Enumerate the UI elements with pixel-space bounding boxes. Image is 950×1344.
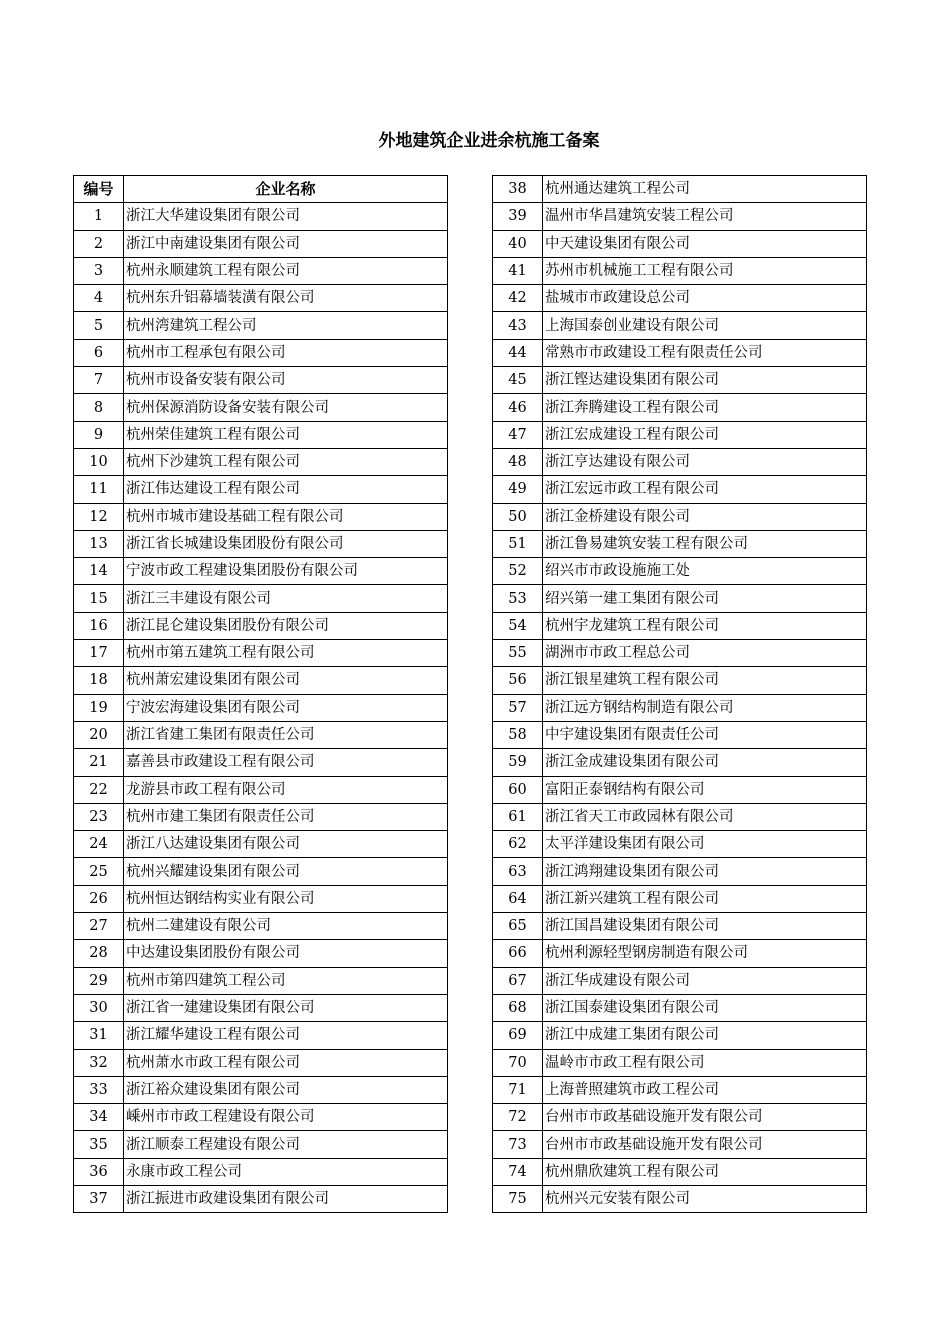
row-number: 33 [74, 1076, 124, 1103]
row-number: 30 [74, 994, 124, 1021]
row-number: 63 [493, 858, 543, 885]
company-name: 苏州市机械施工工程有限公司 [543, 257, 867, 284]
table-row [493, 831, 867, 858]
company-name: 浙江国泰建设集团有限公司 [543, 994, 867, 1021]
company-name: 浙江耀华建设工程有限公司 [124, 1022, 448, 1049]
company-name: 嘉善县市政建设工程有限公司 [124, 749, 448, 776]
row-number: 29 [74, 967, 124, 994]
table-row [493, 285, 867, 312]
company-name: 浙江亨达建设有限公司 [543, 448, 867, 475]
table-row [493, 203, 867, 230]
company-name: 永康市政工程公司 [124, 1158, 448, 1185]
row-number: 26 [74, 885, 124, 912]
header-number: 编号 [74, 176, 124, 203]
table-row [493, 967, 867, 994]
row-number: 44 [493, 339, 543, 366]
table-row [493, 448, 867, 475]
company-name: 杭州东升铝幕墙装潢有限公司 [124, 285, 448, 312]
table-row [493, 1104, 867, 1131]
company-name: 浙江裕众建设集团有限公司 [124, 1076, 448, 1103]
table-row [74, 640, 448, 667]
table-row [493, 667, 867, 694]
table-row [493, 1049, 867, 1076]
row-number: 72 [493, 1104, 543, 1131]
table-row [74, 394, 448, 421]
row-number: 15 [74, 585, 124, 612]
table-row [493, 1022, 867, 1049]
company-name: 浙江省天工市政园林有限公司 [543, 803, 867, 830]
table-row [74, 940, 448, 967]
company-name: 杭州湾建筑工程公司 [124, 312, 448, 339]
table-row [74, 503, 448, 530]
row-number: 43 [493, 312, 543, 339]
table-row [493, 257, 867, 284]
company-name: 浙江八达建设集团有限公司 [124, 831, 448, 858]
table-row [74, 1185, 448, 1212]
company-name: 浙江鸿翔建设集团有限公司 [543, 858, 867, 885]
table-row [493, 940, 867, 967]
company-name: 中达建设集团股份有限公司 [124, 940, 448, 967]
row-number: 11 [74, 476, 124, 503]
company-name: 浙江三丰建设有限公司 [124, 585, 448, 612]
row-number: 2 [74, 230, 124, 257]
table-row [74, 312, 448, 339]
company-name: 台州市市政基础设施开发有限公司 [543, 1104, 867, 1131]
row-number: 59 [493, 749, 543, 776]
table-row [74, 776, 448, 803]
row-number: 51 [493, 530, 543, 557]
table-row [493, 749, 867, 776]
row-number: 5 [74, 312, 124, 339]
table-row [74, 285, 448, 312]
row-number: 17 [74, 640, 124, 667]
table-row [493, 394, 867, 421]
table-row [74, 585, 448, 612]
left-company-table [73, 175, 448, 1213]
table-row [74, 448, 448, 475]
table-row [493, 913, 867, 940]
row-number: 45 [493, 367, 543, 394]
company-name: 台州市市政基础设施开发有限公司 [543, 1131, 867, 1158]
row-number: 4 [74, 285, 124, 312]
table-row [74, 1158, 448, 1185]
row-number: 40 [493, 230, 543, 257]
table-row [493, 1185, 867, 1212]
row-number: 73 [493, 1131, 543, 1158]
table-row [493, 885, 867, 912]
table-row [493, 1131, 867, 1158]
company-name: 富阳正泰钢结构有限公司 [543, 776, 867, 803]
table-row [74, 367, 448, 394]
company-name: 浙江华成建设有限公司 [543, 967, 867, 994]
row-number: 32 [74, 1049, 124, 1076]
row-number: 16 [74, 612, 124, 639]
table-row [74, 1076, 448, 1103]
row-number: 70 [493, 1049, 543, 1076]
header-company-name: 企业名称 [124, 176, 448, 203]
row-number: 53 [493, 585, 543, 612]
table-row [74, 913, 448, 940]
row-number: 9 [74, 421, 124, 448]
company-name: 杭州二建建设有限公司 [124, 913, 448, 940]
row-number: 62 [493, 831, 543, 858]
company-name: 温州市华昌建筑安装工程公司 [543, 203, 867, 230]
company-name: 杭州市第五建筑工程有限公司 [124, 640, 448, 667]
company-name: 杭州兴元安装有限公司 [543, 1185, 867, 1212]
company-name: 浙江振进市政建设集团有限公司 [124, 1185, 448, 1212]
company-name: 浙江中成建工集团有限公司 [543, 1022, 867, 1049]
table-row [74, 530, 448, 557]
company-name: 太平洋建设集团有限公司 [543, 831, 867, 858]
row-number: 34 [74, 1104, 124, 1131]
row-number: 13 [74, 530, 124, 557]
table-row [493, 585, 867, 612]
table-row [493, 503, 867, 530]
company-name: 浙江金桥建设有限公司 [543, 503, 867, 530]
row-number: 67 [493, 967, 543, 994]
company-name: 杭州保源消防设备安装有限公司 [124, 394, 448, 421]
table-row [74, 994, 448, 1021]
row-number: 3 [74, 257, 124, 284]
row-number: 20 [74, 721, 124, 748]
company-name: 浙江鲁易建筑安装工程有限公司 [543, 530, 867, 557]
table-row [493, 1158, 867, 1185]
table-row [493, 367, 867, 394]
company-name: 浙江铿达建设集团有限公司 [543, 367, 867, 394]
table-row [74, 749, 448, 776]
company-name: 盐城市市政建设总公司 [543, 285, 867, 312]
row-number: 75 [493, 1185, 543, 1212]
company-name: 浙江省建工集团有限责任公司 [124, 721, 448, 748]
table-row [493, 558, 867, 585]
company-name: 杭州鼎欣建筑工程有限公司 [543, 1158, 867, 1185]
row-number: 37 [74, 1185, 124, 1212]
company-name: 湖洲市市政工程总公司 [543, 640, 867, 667]
row-number: 48 [493, 448, 543, 475]
company-name: 宁波宏海建设集团有限公司 [124, 694, 448, 721]
row-number: 42 [493, 285, 543, 312]
row-number: 24 [74, 831, 124, 858]
company-name: 浙江新兴建筑工程有限公司 [543, 885, 867, 912]
table-row [74, 721, 448, 748]
company-name: 杭州永顺建筑工程有限公司 [124, 257, 448, 284]
table-row [74, 558, 448, 585]
table-row [493, 312, 867, 339]
row-number: 27 [74, 913, 124, 940]
row-number: 61 [493, 803, 543, 830]
table-row [74, 1049, 448, 1076]
company-name: 浙江昆仑建设集团股份有限公司 [124, 612, 448, 639]
company-name: 浙江远方钢结构制造有限公司 [543, 694, 867, 721]
table-row [74, 339, 448, 366]
row-number: 35 [74, 1131, 124, 1158]
table-row [493, 803, 867, 830]
company-name: 杭州市建工集团有限责任公司 [124, 803, 448, 830]
company-name: 宁波市政工程建设集团股份有限公司 [124, 558, 448, 585]
company-name: 嵊州市市政工程建设有限公司 [124, 1104, 448, 1131]
page-title: 外地建筑企业进余杭施工备案 [378, 131, 600, 151]
company-name: 浙江奔腾建设工程有限公司 [543, 394, 867, 421]
row-number: 57 [493, 694, 543, 721]
company-name: 杭州市城市建设基础工程有限公司 [124, 503, 448, 530]
company-name: 浙江国昌建设集团有限公司 [543, 913, 867, 940]
table-row [493, 721, 867, 748]
table-row [74, 694, 448, 721]
row-number: 39 [493, 203, 543, 230]
row-number: 68 [493, 994, 543, 1021]
company-name: 杭州荣佳建筑工程有限公司 [124, 421, 448, 448]
row-number: 28 [74, 940, 124, 967]
table-row [493, 776, 867, 803]
company-name: 浙江宏远市政工程有限公司 [543, 476, 867, 503]
company-name: 上海普照建筑市政工程公司 [543, 1076, 867, 1103]
row-number: 8 [74, 394, 124, 421]
table-row [74, 1131, 448, 1158]
company-name: 浙江银星建筑工程有限公司 [543, 667, 867, 694]
table-row [493, 339, 867, 366]
table-row [493, 858, 867, 885]
row-number: 19 [74, 694, 124, 721]
company-name: 浙江伟达建设工程有限公司 [124, 476, 448, 503]
table-row [74, 1104, 448, 1131]
table-row [74, 885, 448, 912]
company-name: 杭州萧宏建设集团有限公司 [124, 667, 448, 694]
company-name: 常熟市市政建设工程有限责任公司 [543, 339, 867, 366]
company-name: 杭州利源轻型钢房制造有限公司 [543, 940, 867, 967]
table-row [74, 803, 448, 830]
table-row [493, 176, 867, 203]
table-row [493, 640, 867, 667]
row-number: 7 [74, 367, 124, 394]
company-name: 浙江省长城建设集团股份有限公司 [124, 530, 448, 557]
row-number: 18 [74, 667, 124, 694]
row-number: 71 [493, 1076, 543, 1103]
table-row [74, 967, 448, 994]
row-number: 58 [493, 721, 543, 748]
row-number: 64 [493, 885, 543, 912]
row-number: 49 [493, 476, 543, 503]
company-name: 杭州市设备安装有限公司 [124, 367, 448, 394]
row-number: 21 [74, 749, 124, 776]
table-row [74, 1022, 448, 1049]
company-name: 浙江大华建设集团有限公司 [124, 203, 448, 230]
company-name: 上海国泰创业建设有限公司 [543, 312, 867, 339]
table-row [74, 667, 448, 694]
row-number: 66 [493, 940, 543, 967]
company-name: 绍兴第一建工集团有限公司 [543, 585, 867, 612]
row-number: 60 [493, 776, 543, 803]
row-number: 54 [493, 612, 543, 639]
row-number: 47 [493, 421, 543, 448]
table-row [493, 421, 867, 448]
company-name: 绍兴市市政设施施工处 [543, 558, 867, 585]
table-row [74, 612, 448, 639]
table-row [493, 530, 867, 557]
table-row [74, 476, 448, 503]
right-company-table [492, 175, 867, 1213]
company-name: 中天建设集团有限公司 [543, 230, 867, 257]
row-number: 69 [493, 1022, 543, 1049]
company-name: 浙江宏成建设工程有限公司 [543, 421, 867, 448]
row-number: 55 [493, 640, 543, 667]
table-row [74, 203, 448, 230]
table-row [493, 230, 867, 257]
row-number: 6 [74, 339, 124, 366]
row-number: 22 [74, 776, 124, 803]
row-number: 74 [493, 1158, 543, 1185]
company-name: 龙游县市政工程有限公司 [124, 776, 448, 803]
table-row [74, 230, 448, 257]
row-number: 41 [493, 257, 543, 284]
row-number: 23 [74, 803, 124, 830]
company-name: 浙江省一建建设集团有限公司 [124, 994, 448, 1021]
row-number: 50 [493, 503, 543, 530]
row-number: 25 [74, 858, 124, 885]
company-name: 杭州兴耀建设集团有限公司 [124, 858, 448, 885]
row-number: 12 [74, 503, 124, 530]
company-name: 杭州宇龙建筑工程有限公司 [543, 612, 867, 639]
table-row [74, 858, 448, 885]
table-row [493, 994, 867, 1021]
row-number: 1 [74, 203, 124, 230]
row-number: 56 [493, 667, 543, 694]
company-name: 温岭市市政工程有限公司 [543, 1049, 867, 1076]
company-name: 中宇建设集团有限责任公司 [543, 721, 867, 748]
company-name: 杭州萧水市政工程有限公司 [124, 1049, 448, 1076]
company-name: 浙江金成建设集团有限公司 [543, 749, 867, 776]
table-row [74, 257, 448, 284]
row-number: 36 [74, 1158, 124, 1185]
table-row [74, 421, 448, 448]
company-name: 杭州通达建筑工程公司 [543, 176, 867, 203]
table-row [493, 476, 867, 503]
row-number: 38 [493, 176, 543, 203]
table-header-row [74, 176, 448, 203]
company-name: 浙江顺泰工程建设有限公司 [124, 1131, 448, 1158]
row-number: 46 [493, 394, 543, 421]
table-row [74, 831, 448, 858]
company-name: 杭州市工程承包有限公司 [124, 339, 448, 366]
row-number: 52 [493, 558, 543, 585]
table-row [493, 1076, 867, 1103]
company-name: 杭州恒达钢结构实业有限公司 [124, 885, 448, 912]
row-number: 10 [74, 448, 124, 475]
table-row [493, 694, 867, 721]
row-number: 14 [74, 558, 124, 585]
company-name: 杭州下沙建筑工程有限公司 [124, 448, 448, 475]
company-name: 浙江中南建设集团有限公司 [124, 230, 448, 257]
row-number: 31 [74, 1022, 124, 1049]
table-row [493, 612, 867, 639]
row-number: 65 [493, 913, 543, 940]
company-name: 杭州市第四建筑工程公司 [124, 967, 448, 994]
